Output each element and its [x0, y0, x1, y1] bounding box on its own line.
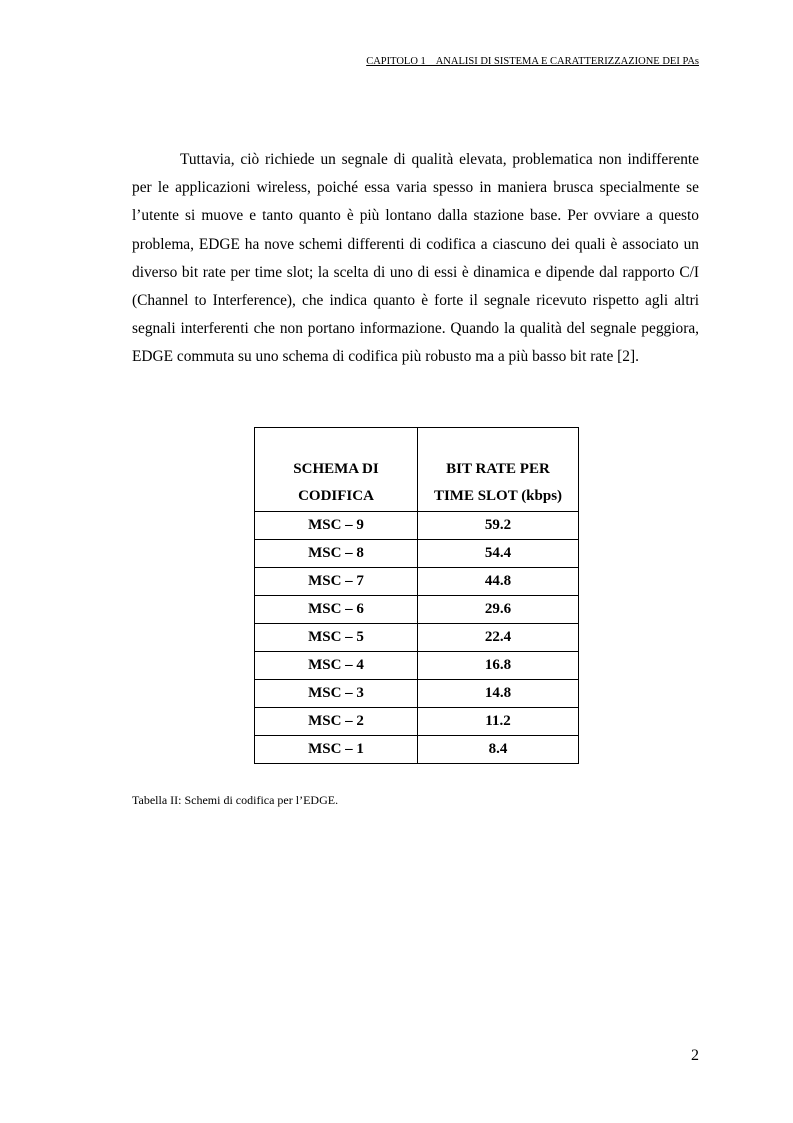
scheme-cell: MSC – 9	[255, 512, 418, 540]
table-row	[255, 568, 579, 596]
bit-rate-cell: 8.4	[418, 736, 579, 764]
table-row	[255, 708, 579, 736]
bit-rate-cell: 44.8	[418, 568, 579, 596]
table-row	[255, 624, 579, 652]
table-header-row	[255, 428, 579, 512]
body-paragraph: Tuttavia, ciò richiede un segnale di qualità elevata, problematica non indifferente per le applicazioni wireless, poiché essa varia spesso in maniera brusca specialmente se l’utente si muove e tanto quanto è più lontano dalla stazione base. Per ovviare a questo problema, EDGE ha nove schemi differenti di codifica a ciascuno dei quali è associato un diverso bit rate per time slot; la scelta di uno di essi è dinamica e dipende dal rapporto C/I (Channel to Interference), che indica quanto è forte il segnale ricevuto rispetto agli altri segnali interferenti che non portano informazione. Quando la qualità del segnale peggiora, EDGE commuta su uno schema di codifica più robusto ma a più basso bit rate [2].	[132, 151, 699, 366]
coding-schemes-table-container	[254, 427, 579, 764]
header-coding-scheme-line-1: SCHEMA DI	[293, 461, 379, 477]
bit-rate-cell: 22.4	[418, 624, 579, 652]
scheme-cell: MSC – 8	[255, 540, 418, 568]
bit-rate-cell: 54.4	[418, 540, 579, 568]
header-coding-scheme	[255, 428, 418, 512]
bit-rate-cell: 59.2	[418, 512, 579, 540]
bit-rate-cell: 11.2	[418, 708, 579, 736]
page-number: 2	[691, 1047, 699, 1064]
scheme-cell: MSC – 5	[255, 624, 418, 652]
table-row	[255, 652, 579, 680]
table-row	[255, 512, 579, 540]
scheme-cell: MSC – 3	[255, 680, 418, 708]
table-row	[255, 680, 579, 708]
running-header: CAPITOLO 1 _ ANALISI DI SISTEMA E CARATTERIZZAZIONE DEI PAs	[366, 56, 699, 67]
scheme-cell: MSC – 4	[255, 652, 418, 680]
header-coding-scheme-line-2: CODIFICA	[298, 488, 374, 504]
table-row	[255, 540, 579, 568]
header-bit-rate-line-2: TIME SLOT (kbps)	[433, 488, 563, 504]
bit-rate-cell: 14.8	[418, 680, 579, 708]
bit-rate-cell: 16.8	[418, 652, 579, 680]
scheme-cell: MSC – 7	[255, 568, 418, 596]
scheme-cell: MSC – 2	[255, 708, 418, 736]
scheme-cell: MSC – 1	[255, 736, 418, 764]
coding-schemes-table	[254, 427, 579, 764]
header-bit-rate	[418, 428, 579, 512]
bit-rate-cell: 29.6	[418, 596, 579, 624]
header-bit-rate-line-1: BIT RATE PER	[446, 461, 550, 477]
scheme-cell: MSC – 6	[255, 596, 418, 624]
table-row	[255, 596, 579, 624]
table-caption: Tabella II: Schemi di codifica per l’EDGE.	[132, 793, 339, 807]
table-row	[255, 736, 579, 764]
